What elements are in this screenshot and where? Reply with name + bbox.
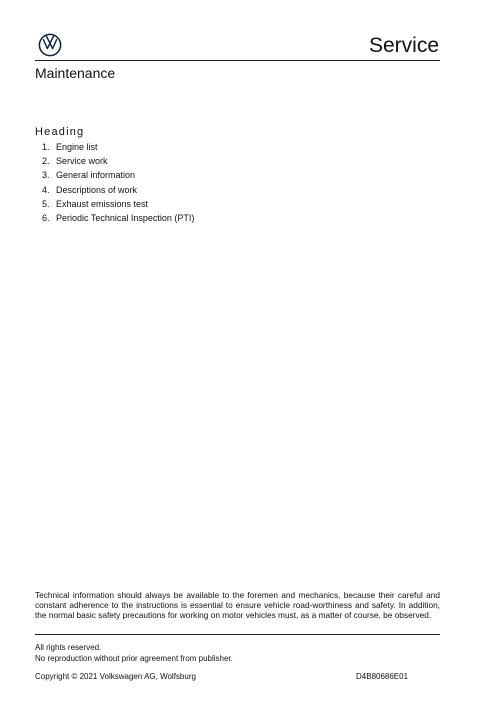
- contents-item-label: Periodic Technical Inspection (PTI): [56, 213, 195, 224]
- contents-item-label: General information: [56, 170, 136, 181]
- reproduction-line: No reproduction without prior agreement from publisher.: [35, 653, 233, 663]
- contents-item-number: 2.: [42, 156, 50, 167]
- contents-item-number: 5.: [42, 198, 50, 209]
- contents-item-periodic-technical-inspection[interactable]: [42, 211, 194, 225]
- contents-item-service-work[interactable]: [42, 154, 194, 168]
- contents-item-exhaust-emissions-test[interactable]: [42, 197, 194, 211]
- rights-statement: [35, 643, 233, 664]
- contents-item-label: Service work: [56, 156, 108, 167]
- contents-item-number: 4.: [42, 184, 50, 195]
- document-title: Service: [368, 34, 439, 57]
- safety-notice: Technical information should always be available to the foremen and mechanics, because their careful and constant adherence to the instructions is essential to ensure vehicle road-worthiness and safety. In addition, the normal basic safety precautions for working on motor vehicles must, as a matter of course, be observed.: [35, 590, 440, 620]
- volkswagen-logo-icon: [38, 33, 62, 57]
- footer-divider: [35, 634, 440, 635]
- contents-item-label: Descriptions of work: [56, 184, 138, 195]
- contents-item-number: 6.: [42, 213, 50, 224]
- contents-item-descriptions-of-work[interactable]: [42, 183, 194, 197]
- contents-item-label: Exhaust emissions test: [56, 198, 149, 209]
- contents-item-label: Engine list: [56, 142, 98, 152]
- copyright-text: Copyright © 2021 Volkswagen AG, Wolfsburg: [35, 672, 196, 681]
- contents-item-number: 3.: [42, 170, 50, 181]
- contents-item-general-information[interactable]: [42, 168, 194, 182]
- document-code: D4B80686E01: [356, 672, 409, 681]
- contents-item-engine-list[interactable]: [42, 140, 194, 154]
- contents-heading: Heading: [35, 126, 85, 138]
- document-subtitle: Maintenance: [35, 65, 116, 81]
- header-divider: [35, 60, 440, 61]
- rights-line: All rights reserved.: [35, 643, 102, 652]
- contents-item-number: 1.: [42, 142, 50, 152]
- contents-list: [42, 140, 194, 225]
